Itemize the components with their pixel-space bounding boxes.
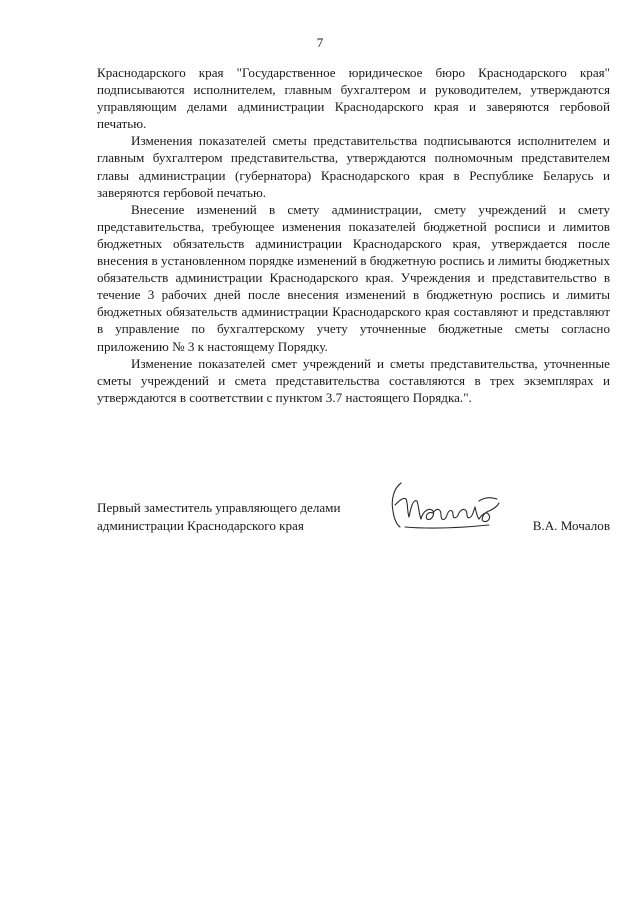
paragraph-representation-changes: Изменения показателей сметы представительства подписываются исполнителем и главным бухгалтером представительства, утверждаются полномочным представителем главы администрации (губернатора) Краснодарского края в Республике Беларусь и заверяются гербовой печатью. [97,133,610,200]
paragraph-estimate-amendments: Внесение изменений в смету администрации, смету учреждений и смету представительства, требующее изменения показателей бюджетной росписи и лимитов бюджетных обязательств администрации Краснодарского края, утверждается после внесения в установленном порядке изменений в бюджетную роспись и лимиты бюджетных обязательств администрации Краснодарского края. Учреждения и представительство в течение 3 рабочих дней после внесения изменений в бюджетную роспись и лимиты бюджетных обязательств администрации Краснодарского края составляют и представляют в управление по бухгалтерскому учету уточненные бюджетные сметы согласно приложению № 3 к настоящему Порядку. [97,201,610,354]
paragraph-continuation: Краснодарского края "Государственное юридическое бюро Краснодарского края" подписываются исполнителем, главным бухгалтером и руководителем, утверждаются управляющим делами администрации Краснодарского края и заверяются гербовой печатью. [97,65,610,132]
signer-title [97,499,340,534]
signer-title-line-1: Первый заместитель управляющего делами [97,500,341,515]
signer-title-line-2: администрации Краснодарского края [97,517,304,533]
paragraph-copies-approval: Изменение показателей смет учреждений и сметы представительства, уточненные сметы учреждений и смета представительства составляются в трех экземплярах и утверждаются в соответствии с пунктом 3.7 настоящего Порядка.". [97,355,610,405]
handwritten-signature [379,477,519,537]
signer-name: В.А. Мочалов [532,517,610,533]
document-body [97,64,610,406]
signature-block [97,499,610,539]
page-number: 7 [316,35,324,50]
